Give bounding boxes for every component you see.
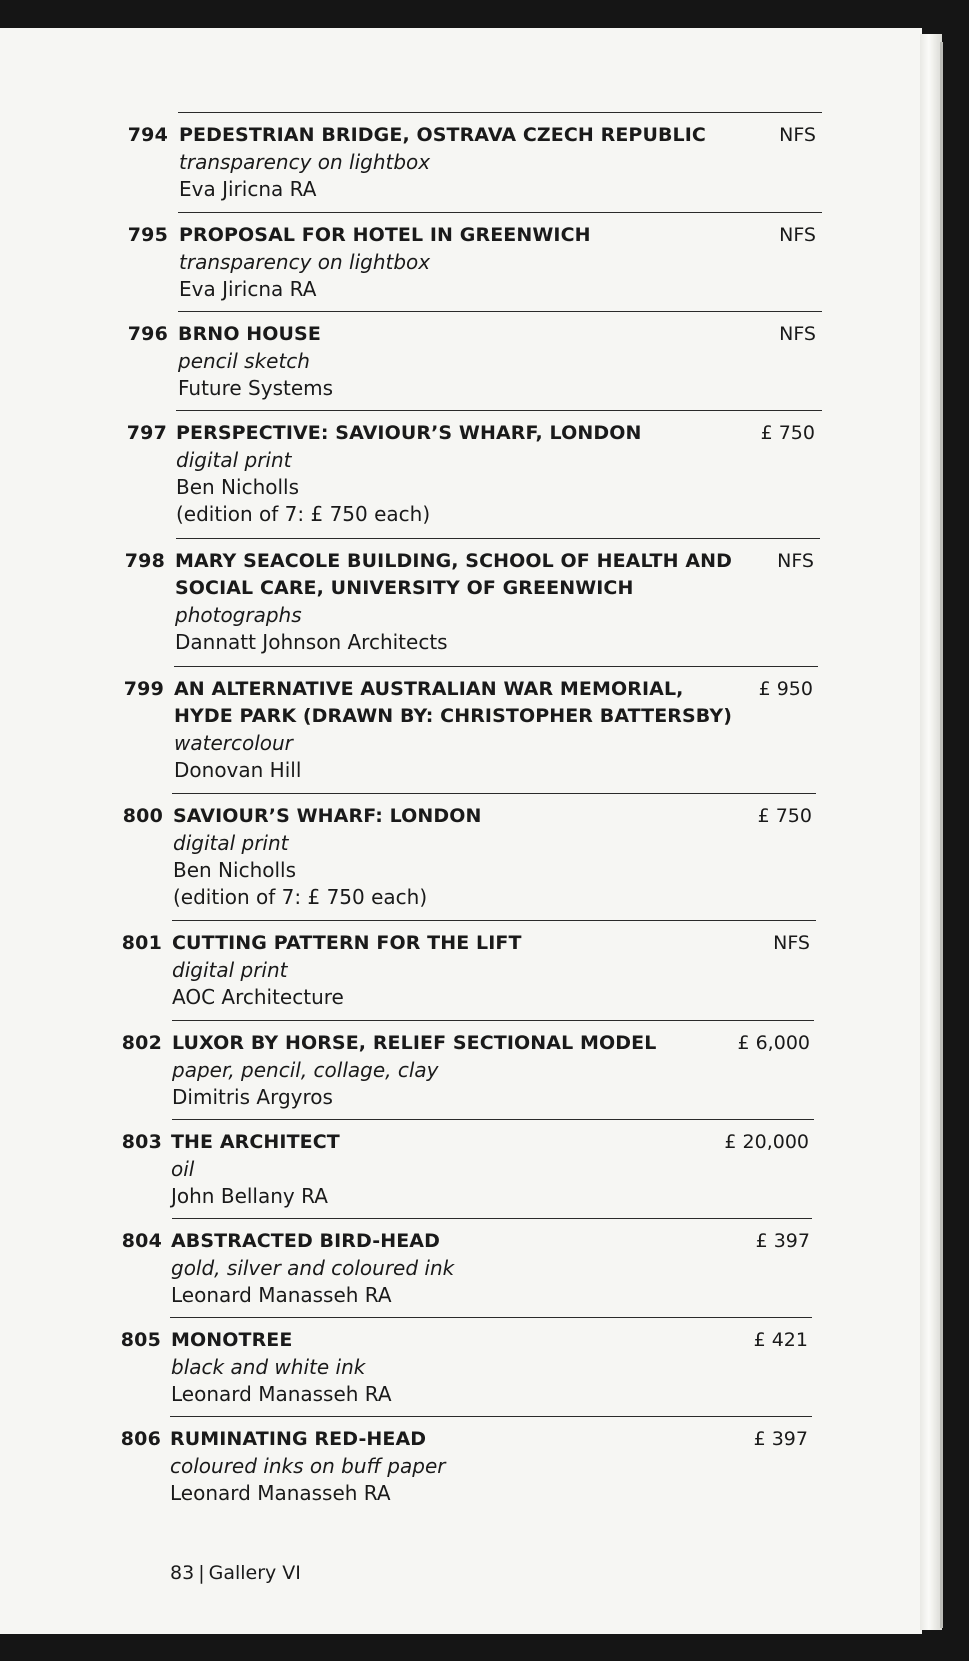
page-edge <box>920 34 942 1630</box>
entry-title: PROPOSAL FOR HOTEL IN GREENWICH <box>179 224 591 246</box>
entry-title: PEDESTRIAN BRIDGE, OSTRAVA CZECH REPUBLIC <box>179 124 706 146</box>
entry-artist: John Bellany RA <box>171 1184 328 1208</box>
entry-number: 806 <box>120 1428 161 1450</box>
entry-divider <box>176 538 820 539</box>
entry-price: £ 6,000 <box>737 1032 810 1054</box>
entry-title: CUTTING PATTERN FOR THE LIFT <box>172 932 522 954</box>
entry-title: MARY SEACOLE BUILDING, SCHOOL OF HEALTH AND <box>175 550 732 572</box>
entry-title: SAVIOUR’S WHARF: LONDON <box>173 805 482 827</box>
entry-title: THE ARCHITECT <box>171 1131 340 1153</box>
entry-artist: Ben Nicholls <box>176 475 300 499</box>
entry-title: MONOTREE <box>171 1329 293 1351</box>
entry-divider <box>172 793 816 794</box>
entry-price: £ 750 <box>760 422 815 444</box>
entry-medium: paper, pencil, collage, clay <box>172 1058 439 1082</box>
entry-medium: black and white ink <box>171 1355 366 1379</box>
entry-medium: digital print <box>172 958 288 982</box>
page-footer <box>170 1562 301 1584</box>
entry-edition: (edition of 7: £ 750 each) <box>176 502 431 526</box>
entry-number: 805 <box>120 1329 161 1351</box>
section-name: Gallery VI <box>208 1562 301 1584</box>
entry-title: ABSTRACTED BIRD-HEAD <box>171 1230 440 1252</box>
entry-divider <box>174 666 818 667</box>
entry-title: AN ALTERNATIVE AUSTRALIAN WAR MEMORIAL, <box>174 678 684 700</box>
entry-price: NFS <box>779 124 816 146</box>
entry-artist: Leonard Manasseh RA <box>171 1382 392 1406</box>
entry-artist: Eva Jiricna RA <box>179 177 317 201</box>
entry-price: £ 950 <box>758 678 813 700</box>
entry-artist: Donovan Hill <box>174 758 302 782</box>
entry-number: 794 <box>127 124 168 146</box>
entry-artist: AOC Architecture <box>172 985 344 1009</box>
entry-title: SOCIAL CARE, UNIVERSITY OF GREENWICH <box>175 577 634 599</box>
entry-edition: (edition of 7: £ 750 each) <box>173 885 428 909</box>
entry-divider <box>170 1416 812 1417</box>
entry-artist: Ben Nicholls <box>173 858 297 882</box>
entry-medium: digital print <box>173 831 289 855</box>
entry-artist: Dimitris Argyros <box>172 1085 333 1109</box>
entry-medium: pencil sketch <box>178 349 310 373</box>
entry-divider <box>178 112 822 113</box>
entry-medium: gold, silver and coloured ink <box>171 1256 455 1280</box>
entry-number: 795 <box>127 224 168 246</box>
entry-medium: coloured inks on buff paper <box>170 1454 446 1478</box>
entry-divider <box>178 212 822 213</box>
entry-divider <box>172 1119 814 1120</box>
entry-medium: photographs <box>175 603 302 627</box>
entry-price: NFS <box>777 550 814 572</box>
entry-medium: watercolour <box>174 731 293 755</box>
entry-title: BRNO HOUSE <box>178 323 321 345</box>
entry-price: NFS <box>773 932 810 954</box>
entry-price: £ 20,000 <box>724 1131 809 1153</box>
entry-number: 803 <box>121 1131 162 1153</box>
entry-artist: Future Systems <box>178 376 334 400</box>
entry-divider <box>170 1317 812 1318</box>
entry-number: 800 <box>122 805 163 827</box>
entry-title: PERSPECTIVE: SAVIOUR’S WHARF, LONDON <box>176 422 642 444</box>
entry-artist: Leonard Manasseh RA <box>171 1283 392 1307</box>
entry-price: NFS <box>779 323 816 345</box>
entry-artist: Leonard Manasseh RA <box>170 1481 391 1505</box>
entry-divider <box>172 1218 812 1219</box>
entry-title: HYDE PARK (DRAWN BY: CHRISTOPHER BATTERSBY) <box>174 705 732 727</box>
entry-price: £ 397 <box>753 1428 808 1450</box>
entry-divider <box>176 410 822 411</box>
catalogue-page <box>0 28 922 1634</box>
entry-artist: Dannatt Johnson Architects <box>175 630 448 654</box>
footer-separator: | <box>198 1562 205 1584</box>
entry-medium: transparency on lightbox <box>179 150 431 174</box>
entry-divider <box>172 920 816 921</box>
entry-divider <box>178 311 822 312</box>
entry-price: NFS <box>779 224 816 246</box>
entry-number: 797 <box>126 422 167 444</box>
entry-title: RUMINATING RED-HEAD <box>170 1428 427 1450</box>
entry-price: £ 750 <box>757 805 812 827</box>
page-edge-shadow <box>940 42 943 1628</box>
entry-number: 799 <box>123 678 164 700</box>
entry-number: 802 <box>121 1032 162 1054</box>
entry-price: £ 397 <box>755 1230 810 1252</box>
entry-number: 798 <box>124 550 165 572</box>
entry-divider <box>172 1020 814 1021</box>
entry-medium: digital print <box>176 448 292 472</box>
entry-title: LUXOR BY HORSE, RELIEF SECTIONAL MODEL <box>172 1032 657 1054</box>
entry-number: 796 <box>127 323 168 345</box>
entry-number: 801 <box>121 932 162 954</box>
entry-medium: transparency on lightbox <box>179 250 431 274</box>
entry-number: 804 <box>121 1230 162 1252</box>
entry-price: £ 421 <box>753 1329 808 1351</box>
entry-medium: oil <box>171 1157 195 1181</box>
page-number: 83 <box>170 1562 195 1584</box>
entry-artist: Eva Jiricna RA <box>179 277 317 301</box>
